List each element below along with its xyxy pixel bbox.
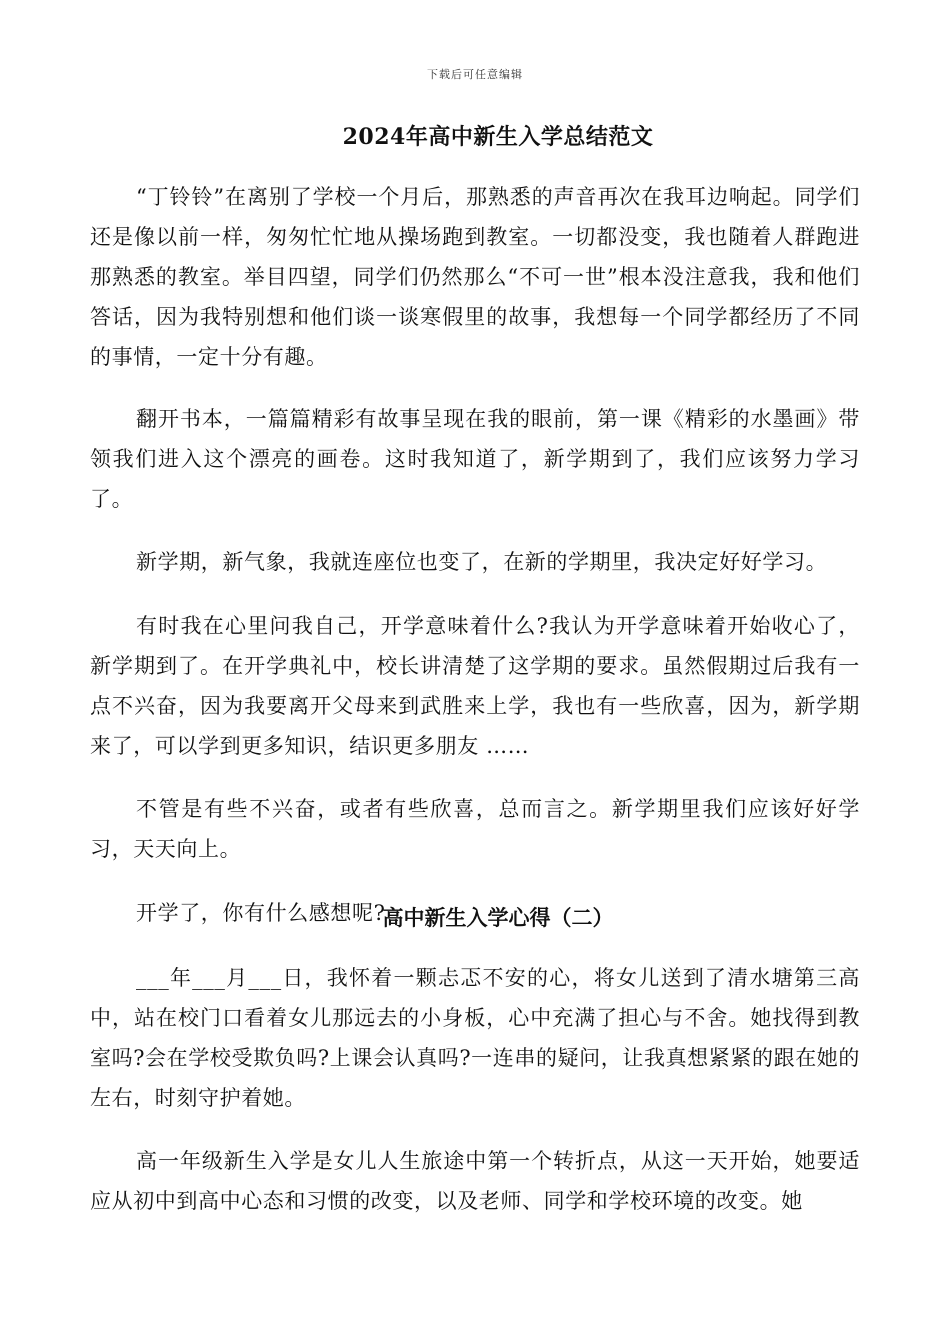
paragraph: 不管是有些不兴奋，或者有些欣喜，总而言之。新学期里我们应该好好学习，天天向上。 bbox=[90, 797, 860, 861]
paragraph: 有时我在心里问我自己，开学意味着什么?我认为开学意味着开始收心了，新学期到了。在开学典礼中，校长讲清楚了这学期的要求。虽然假期过后我有一点不兴奋，因为我要离开父母来到武胜来上学，我也有一些欣喜，因为，新学期来了，可以学到更多知识，结识更多朋友 …… bbox=[90, 614, 860, 758]
paragraph: ___年___月___日，我怀着一颗忐忑不安的心，将女儿送到了清水塘第三高中，站在校门口看着女儿那远去的小身板，心中充满了担心与不舍。她找得到教室吗?会在学校受欺负吗?上课会认真吗?一连串的疑问，让我真想紧紧的跟在她的左右，时刻守护着她。 bbox=[90, 966, 860, 1110]
section-1-body bbox=[90, 177, 860, 933]
paragraph: 新学期，新气象，我就连座位也变了，在新的学期里，我决定好好学习。 bbox=[136, 550, 828, 574]
document-title: 2024年高中新生入学总结范文 bbox=[342, 124, 654, 150]
header-note: 下载后可任意编辑 bbox=[427, 68, 523, 81]
paragraph: 高一年级新生入学是女儿人生旅途中第一个转折点，从这一天开始，她要适应从初中到高中心态和习惯的改变，以及老师、同学和学校环境的改变。她 bbox=[90, 1149, 860, 1213]
paragraph: “丁铃铃”在离别了学校一个月后，那熟悉的声音再次在我耳边响起。同学们还是像以前一样，匆匆忙忙地从操场跑到教室。一切都没变，我也随着人群跑进那熟悉的教室。举目四望，同学们仍然那么“不可一世”根本没注意我，我和他们答话，因为我特别想和他们谈一谈寒假里的故事，我想每一个同学都经历了不同的事情，一定十分有趣。 bbox=[90, 185, 860, 369]
paragraph: 开学了，你有什么感想呢? bbox=[136, 901, 386, 925]
section-title: 高中新生入学心得（二） bbox=[382, 905, 614, 930]
paragraph: 翻开书本，一篇篇精彩有故事呈现在我的眼前，第一课《精彩的水墨画》带领我们进入这个漂亮的画卷。这时我知道了，新学期到了，我们应该努力学习了。 bbox=[90, 407, 860, 511]
section-2-body bbox=[90, 958, 860, 1221]
